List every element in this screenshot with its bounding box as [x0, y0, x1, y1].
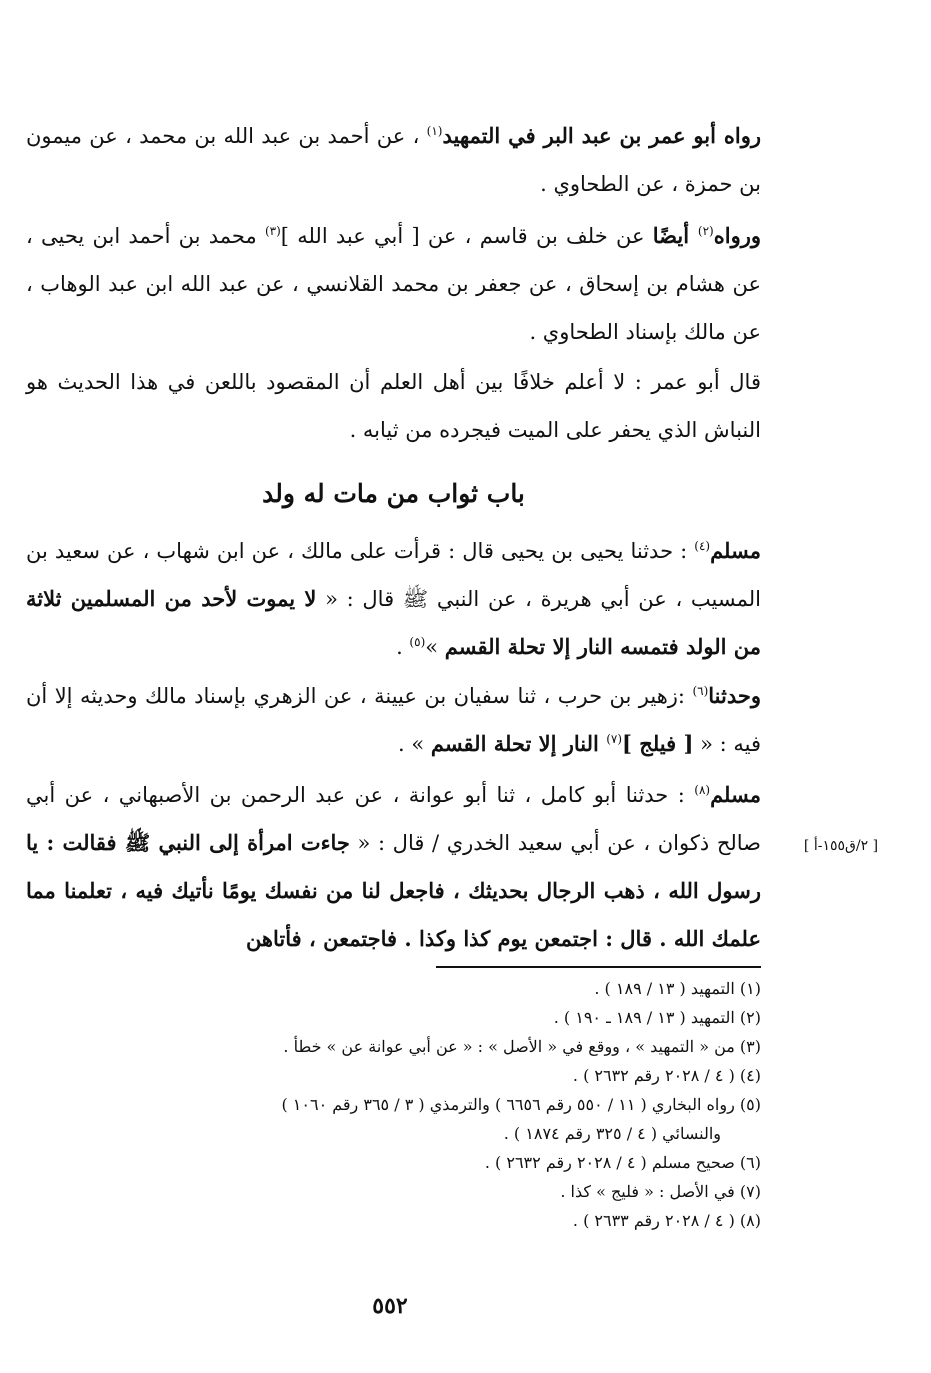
- manuscript-folio-note: [ ٢/ق١٥٥-أ ]: [803, 838, 879, 854]
- paragraph-4: [26, 527, 761, 671]
- section-heading: باب ثواب من مات له ولد: [262, 479, 525, 508]
- paragraph-3-text: قال أبو عمر : لا أعلم خلافًا بين أهل العلم أن المقصود باللعن في هذا الحديث هو النباش الذي يحفر على الميت فيجرده من ثيابه .: [26, 370, 761, 442]
- paragraph-2-lead2: أيضًا: [652, 223, 698, 248]
- footnote-ref-6[interactable]: (٦): [692, 684, 709, 698]
- paragraph-5: [26, 672, 761, 768]
- paragraph-5-end: » .: [397, 732, 431, 756]
- footnote-ref-8[interactable]: (٨): [694, 783, 711, 797]
- paragraph-2: [26, 212, 761, 356]
- paragraph-4-lead: مسلم: [710, 538, 761, 563]
- paragraph-1: [26, 112, 761, 208]
- footnotes-list: [26, 974, 761, 1235]
- footnote-item: (٤) ( ٤ / ٢٠٢٨ رقم ٢٦٣٢ ) .: [572, 1066, 761, 1085]
- footnote-item: (٧) في الأصل : « فليج » كذا .: [560, 1182, 761, 1201]
- paragraph-6: [26, 771, 761, 963]
- footnote-item: (٣) من « التمهيد » ، ووقع في « الأصل » : « عن أبي عوانة عن » خطأ .: [283, 1037, 761, 1056]
- footnote-divider: [436, 966, 761, 968]
- paragraph-4-text: : حدثنا يحيى بن يحيى قال : قرأت على مالك ، عن ابن شهاب ، عن سعيد بن المسيب ، عن أبي هريرة ، عن النبي ﷺ قال : «: [26, 539, 761, 611]
- footnote-ref-4[interactable]: (٤): [694, 539, 711, 553]
- page-number: ٥٥٢: [372, 1293, 408, 1319]
- footnote-ref-1[interactable]: (١): [426, 124, 443, 138]
- paragraph-1-text: ، عن أحمد بن عبد الله بن محمد ، عن ميمون بن حمزة ، عن الطحاوي .: [26, 124, 761, 196]
- paragraph-2-text: محمد بن أحمد ابن يحيى ، عن هشام بن إسحاق ، عن جعفر بن محمد القلانسي ، عن عبد الله ابن عبد الوهاب ، عن مالك بإسناد الطحاوي .: [26, 224, 761, 344]
- paragraph-5-lead: وحدثنا: [708, 683, 761, 708]
- paragraph-1-lead: رواه أبو عمر بن عبد البر في التمهيد: [442, 123, 761, 148]
- paragraph-5-text: :زهير بن حرب ، ثنا سفيان بن عيينة ، عن الزهري بإسناد مالك وحديثه إلا أن فيه : «: [26, 684, 761, 756]
- footnote-item: (٥) رواه البخاري ( ١١ / ٥٥٠ رقم ٦٦٥٦ ) والترمذي ( ٣ / ٣٦٥ رقم ١٠٦٠ ): [281, 1095, 761, 1114]
- footnote-ref-3[interactable]: (٣): [264, 224, 281, 238]
- footnote-ref-7[interactable]: (٧): [606, 732, 623, 746]
- footnote-item: (٦) صحيح مسلم ( ٤ / ٢٠٢٨ رقم ٢٦٣٢ ) .: [484, 1153, 761, 1172]
- paragraph-5-hadith-1: [ فيلج ]: [622, 731, 694, 756]
- footnote-ref-5[interactable]: (٥): [409, 635, 426, 649]
- footnote-item-continuation: والنسائي ( ٤ / ٣٢٥ رقم ١٨٧٤ ) .: [503, 1124, 721, 1143]
- footnote-ref-2[interactable]: (٢): [697, 224, 714, 238]
- footnote-item: (١) التمهيد ( ١٣ / ١٨٩ ) .: [594, 979, 761, 998]
- paragraph-2-mid: عن خلف بن قاسم ، عن [ أبي عبد الله ]: [280, 224, 653, 248]
- paragraph-3: [26, 358, 761, 454]
- paragraph-2-lead: ورواه: [713, 223, 761, 248]
- paragraph-4-hadith: لا يموت لأحد من المسلمين ثلاثة من الولد فتمسه النار إلا تحلة القسم: [26, 586, 761, 659]
- paragraph-4-end: .: [396, 635, 410, 659]
- paragraph-5-hadith-2: النار إلا تحلة القسم: [430, 731, 607, 756]
- footnote-item: (٨) ( ٤ / ٢٠٢٨ رقم ٢٦٣٣ ) .: [572, 1211, 761, 1230]
- paragraph-4-close: »: [425, 635, 445, 659]
- footnote-item: (٢) التمهيد ( ١٣ / ١٨٩ ـ ١٩٠ ) .: [553, 1008, 761, 1027]
- paragraph-6-hadith: جاءت امرأة إلى النبي ﷺ فقالت : يا رسول الله ، ذهب الرجال بحديثك ، فاجعل لنا من نفسك يومًا نأتيك فيه ، تعلمنا مما علمك الله . قال : اجتمعن يوم كذا وكذا . فاجتمعن ، فأتاهن: [26, 830, 761, 951]
- paragraph-6-lead: مسلم: [710, 782, 761, 807]
- paragraph-6-text: : حدثنا أبو كامل ، ثنا أبو عوانة ، عن عبد الرحمن بن الأصبهاني ، عن أبي صالح ذكوان ، عن أبي سعيد الخدري / قال : «: [26, 783, 761, 855]
